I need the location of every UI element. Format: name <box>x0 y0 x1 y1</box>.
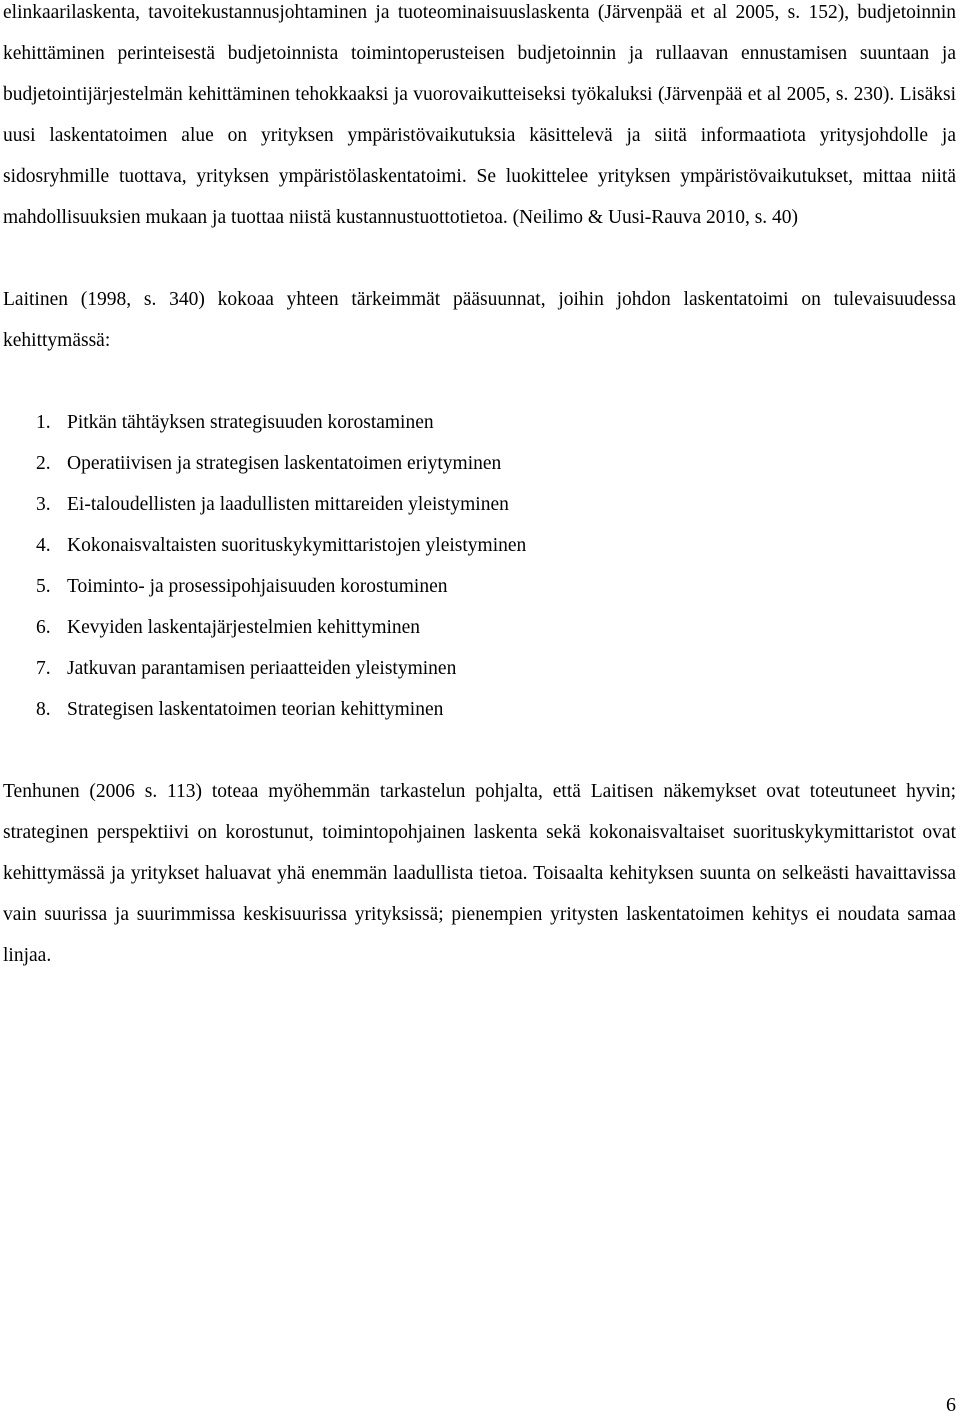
list-item <box>3 648 956 689</box>
page-number: 6 <box>946 1394 956 1416</box>
list-item-text: Toiminto- ja prosessipohjaisuuden korostuminen <box>67 576 448 597</box>
list-item-text: Jatkuvan parantamisen periaatteiden yleistyminen <box>67 658 457 679</box>
list-item-number: 1. <box>36 412 51 433</box>
list-item-number: 7. <box>36 658 51 679</box>
body-paragraph: elinkaarilaskenta, tavoitekustannusjohtaminen ja tuoteominaisuuslaskenta (Järvenpää et al 2005, s. 152), budjetoinnin kehittäminen perinteisestä budjetoinnista toimintoperusteisen budjetoinnin ja rullaavan ennustamisen suuntaan ja budjetointijärjestelmän kehittäminen tehokkaaksi ja vuorovaikutteiseksi työkaluksi (Järvenpää et al 2005, s. 230). Lisäksi uusi laskentatoimen alue on yrityksen ympäristövaikutuksia käsittelevä ja siitä informaatiota yritysjohdolle ja sidosryhmille tuottava, yrityksen ympäristölaskentatoimi. Se luokittelee yrityksen ympäristövaikutukset, mittaa niitä mahdollisuuksien mukaan ja tuottaa niistä kustannustuottotietoa. (Neilimo & Uusi-Rauva 2010, s. 40) <box>3 2 956 228</box>
list-item-number: 4. <box>36 535 51 556</box>
numbered-list <box>3 402 956 730</box>
list-item-text: Kevyiden laskentajärjestelmien kehittyminen <box>67 617 421 638</box>
list-item <box>3 566 956 607</box>
list-item-number: 3. <box>36 494 51 515</box>
list-item-text: Ei-taloudellisten ja laadullisten mittareiden yleistyminen <box>67 494 509 515</box>
list-item <box>3 484 956 525</box>
list-item-number: 6. <box>36 617 51 638</box>
list-item <box>3 607 956 648</box>
list-item-number: 2. <box>36 453 51 474</box>
list-item <box>3 525 956 566</box>
list-item-number: 5. <box>36 576 51 597</box>
list-item-number: 8. <box>36 699 51 720</box>
list-item <box>3 402 956 443</box>
list-item-text: Pitkän tähtäyksen strategisuuden korostaminen <box>67 412 434 433</box>
list-item-text: Kokonaisvaltaisten suorituskykymittaristojen yleistyminen <box>67 535 527 556</box>
list-item <box>3 443 956 484</box>
document-page <box>3 0 956 976</box>
list-item <box>3 689 956 730</box>
list-item-text: Strategisen laskentatoimen teorian kehittyminen <box>67 699 444 720</box>
body-paragraph: Laitinen (1998, s. 340) kokoaa yhteen tärkeimmät pääsuunnat, joihin johdon laskentatoimi on tulevaisuudessa kehittymässä: <box>3 289 956 351</box>
body-paragraph: Tenhunen (2006 s. 113) toteaa myöhemmän tarkastelun pohjalta, että Laitisen näkemykset ovat toteutuneet hyvin; strateginen perspektiivi on korostunut, toimintopohjainen laskenta sekä kokonaisvaltaiset suorituskykymittaristot ovat kehittymässä ja yritykset haluavat yhä enemmän laadullista tietoa. Toisaalta kehityksen suunta on selkeästi havaittavissa vain suurissa ja suurimmissa keskisuurissa yrityksissä; pienempien yritysten laskentatoimen kehitys ei noudata samaa linjaa. <box>3 781 956 966</box>
list-item-text: Operatiivisen ja strategisen laskentatoimen eriytyminen <box>67 453 502 474</box>
